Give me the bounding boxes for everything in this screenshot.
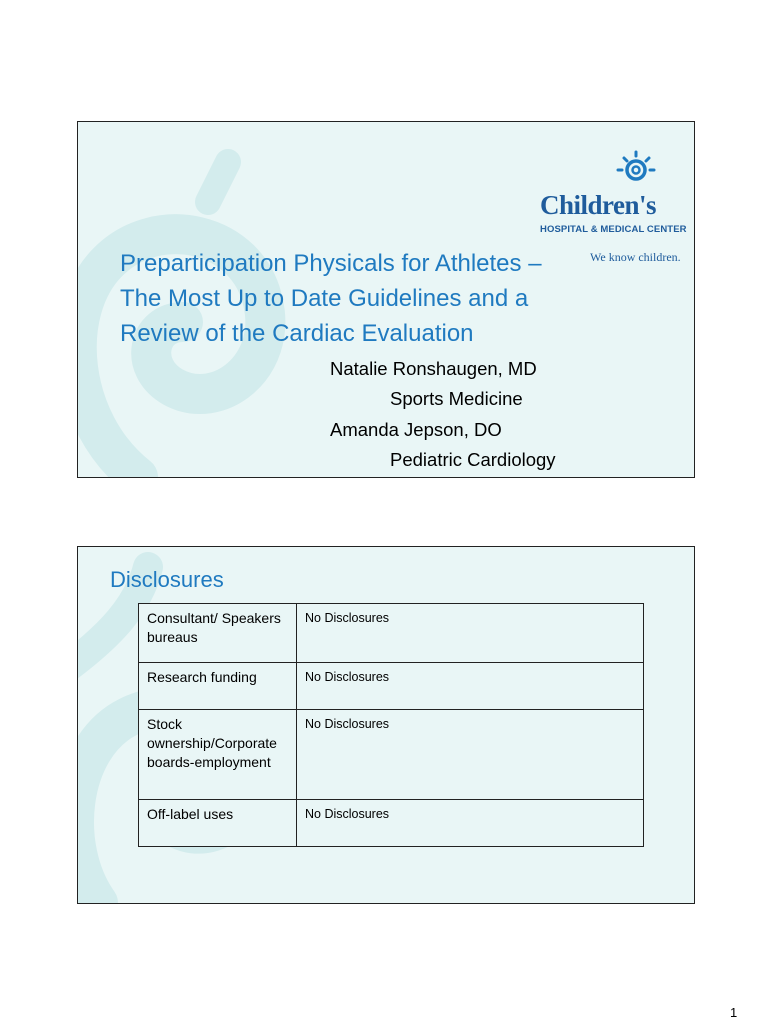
- logo-subtitle: HOSPITAL & MEDICAL CENTER: [540, 224, 687, 235]
- row-value: No Disclosures: [297, 604, 644, 663]
- author-department: Sports Medicine: [390, 388, 523, 409]
- title-line: Preparticipation Physicals for Athletes –: [120, 250, 542, 277]
- author-name: Amanda Jepson, DO: [330, 419, 502, 440]
- presentation-title: [120, 246, 680, 351]
- table-row: [139, 604, 644, 663]
- childrens-hospital-logo: [528, 146, 687, 264]
- row-value: No Disclosures: [297, 710, 644, 800]
- slide-title: Disclosures: [110, 567, 224, 592]
- table-row: [139, 800, 644, 847]
- author-department: Pediatric Cardiology: [390, 449, 556, 470]
- row-label: Research funding: [139, 663, 297, 710]
- row-value: No Disclosures: [297, 663, 644, 710]
- author-name: Natalie Ronshaugen, MD: [330, 358, 537, 379]
- row-label: Consultant/ Speakers bureaus: [139, 604, 297, 663]
- logo-tagline: We know children.: [590, 250, 681, 264]
- sun-swirl-icon: [616, 150, 656, 190]
- row-label: Stock ownership/Corporate boards-employment: [139, 710, 297, 800]
- title-line: Review of the Cardiac Evaluation: [120, 320, 474, 347]
- row-label: Off-label uses: [139, 800, 297, 847]
- disclosures-slide: [77, 546, 695, 904]
- page-number: 1: [730, 1005, 738, 1020]
- title-slide: [77, 121, 695, 478]
- title-line: The Most Up to Date Guidelines and a: [120, 285, 529, 312]
- table-row: [139, 663, 644, 710]
- row-value: No Disclosures: [297, 800, 644, 847]
- logo-name: Children's: [540, 190, 657, 220]
- disclosures-table: [138, 603, 644, 847]
- table-row: [139, 710, 644, 800]
